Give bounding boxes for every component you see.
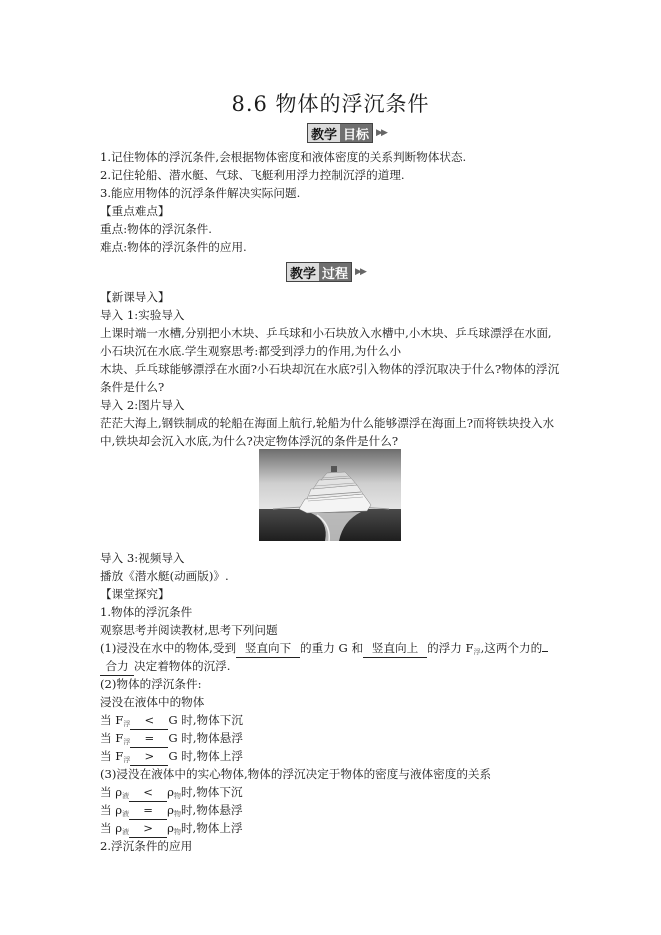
- row-text: G 时,物体悬浮: [168, 731, 243, 745]
- intro1-line: 木块、乒乓球能够漂浮在水面?小石块却沉在水底?引入物体的浮沉取决于什么?物体的浮沉: [100, 362, 560, 376]
- intro2-line: 茫茫大海上,钢铁制成的轮船在海面上航行,轮船为什么能够漂浮在海面上?而将铁块投入水: [100, 416, 555, 430]
- new-lesson-header: 【新课导入】: [100, 290, 170, 304]
- goal-item: 3.能应用物体的沉浮条件解决实际问题.: [100, 186, 301, 200]
- q1-text: 的重力 G 和: [300, 641, 364, 655]
- row-text: 时,物体上浮: [180, 821, 243, 835]
- goal-item: 1.记住物体的浮沉条件,会根据物体密度和液体密度的关系判断物体状态.: [100, 150, 467, 164]
- section-instruction: 观察思考并阅读教材,思考下列问题: [100, 623, 278, 637]
- badge-label-a: 教学: [308, 124, 340, 142]
- section-title: 1.物体的浮沉条件: [100, 605, 193, 619]
- subscript: 物: [173, 810, 181, 818]
- intro1-title: 导入 1:实验导入: [100, 308, 185, 322]
- row-text: G 时,物体上浮: [168, 749, 243, 763]
- answer-blank: <: [130, 711, 168, 730]
- q1-text: ,这两个力的: [480, 641, 543, 655]
- subscript: 物: [173, 828, 181, 836]
- row-text: 当 F: [100, 731, 124, 745]
- q1-text: 的浮力 F: [427, 641, 474, 655]
- subscript: 浮: [123, 720, 131, 728]
- intro1-line: 上课时端一水槽,分别把小木块、乒乓球和小石块放入水槽中,小木块、乒乓球漂浮在水面,: [100, 326, 552, 340]
- row-text: 时,物体悬浮: [180, 803, 243, 817]
- answer-blank: =: [130, 729, 168, 748]
- answer-blank: 竖直向下: [236, 639, 300, 658]
- intro1-line: 小石块沉在水底.学生观察思考:都受到浮力的作用,为什么小: [100, 344, 402, 358]
- row-text: 当 F: [100, 749, 124, 763]
- subscript: 浮: [473, 648, 481, 656]
- row-text: 当 ρ: [100, 803, 123, 817]
- page-title: 8.6 物体的浮沉条件: [231, 92, 430, 116]
- difficult-point: 难点:物体的浮沉条件的应用.: [100, 240, 247, 254]
- row-text: 时,物体下沉: [180, 785, 243, 799]
- badge-label-b: 过程: [319, 263, 351, 281]
- q1-text: 决定着物体的沉浮.: [134, 659, 231, 673]
- answer-blank: 合力: [100, 657, 134, 676]
- section-title: 2.浮沉条件的应用: [100, 839, 193, 853]
- row-text: 当 F: [100, 713, 124, 727]
- badge-label-a: 教学: [287, 263, 319, 281]
- row-text: ρ: [167, 785, 174, 799]
- badge-label-b: 目标: [340, 124, 372, 142]
- question-3-title: (3)浸没在液体中的实心物体,物体的浮沉决定于物体的密度与液体密度的关系: [100, 767, 492, 781]
- answer-blank: 竖直向上: [363, 639, 427, 658]
- answer-blank-end: [542, 651, 548, 652]
- cruise-ship-image: [259, 449, 401, 541]
- row-text: G 时,物体下沉: [168, 713, 243, 727]
- question-1-cont: [100, 657, 230, 676]
- subscript: 液: [122, 792, 130, 800]
- answer-blank: <: [129, 783, 167, 802]
- question-2-sub: 浸没在液体中的物体: [100, 695, 205, 709]
- row-text: 当 ρ: [100, 785, 123, 799]
- subscript: 浮: [123, 738, 131, 746]
- row-text: ρ: [167, 821, 174, 835]
- subscript: 浮: [123, 756, 131, 764]
- answer-blank: =: [129, 801, 167, 820]
- intro2-title: 导入 2:图片导入: [100, 398, 185, 412]
- subscript: 物: [173, 792, 181, 800]
- q1-text: (1)浸没在水中的物体,受到: [100, 641, 237, 655]
- question-2-title: (2)物体的浮沉条件:: [100, 677, 202, 691]
- row-text: 当 ρ: [100, 821, 123, 835]
- section-badge-process: [286, 262, 365, 282]
- key-header: 【重点难点】: [100, 204, 170, 218]
- intro3-title: 导入 3:视频导入: [100, 551, 185, 565]
- key-point: 重点:物体的浮沉条件.: [100, 222, 212, 236]
- subscript: 液: [122, 810, 130, 818]
- double-arrow-icon: ▶▶: [355, 267, 365, 277]
- explore-header: 【课堂探究】: [100, 587, 170, 601]
- section-badge-goals: [307, 123, 386, 143]
- intro1-line: 条件是什么?: [100, 380, 165, 394]
- goal-item: 2.记住轮船、潜水艇、气球、飞艇利用浮力控制沉浮的道理.: [100, 168, 405, 182]
- subscript: 液: [122, 828, 130, 836]
- intro3-line: 播放《潜水艇(动画版)》.: [100, 569, 229, 583]
- row-text: ρ: [167, 803, 174, 817]
- answer-blank: >: [129, 819, 167, 838]
- answer-blank: >: [130, 747, 168, 766]
- double-arrow-icon: ▶▶: [376, 128, 386, 138]
- intro2-line: 中,铁块却会沉入水底,为什么?决定物体浮沉的条件是什么?: [100, 434, 399, 448]
